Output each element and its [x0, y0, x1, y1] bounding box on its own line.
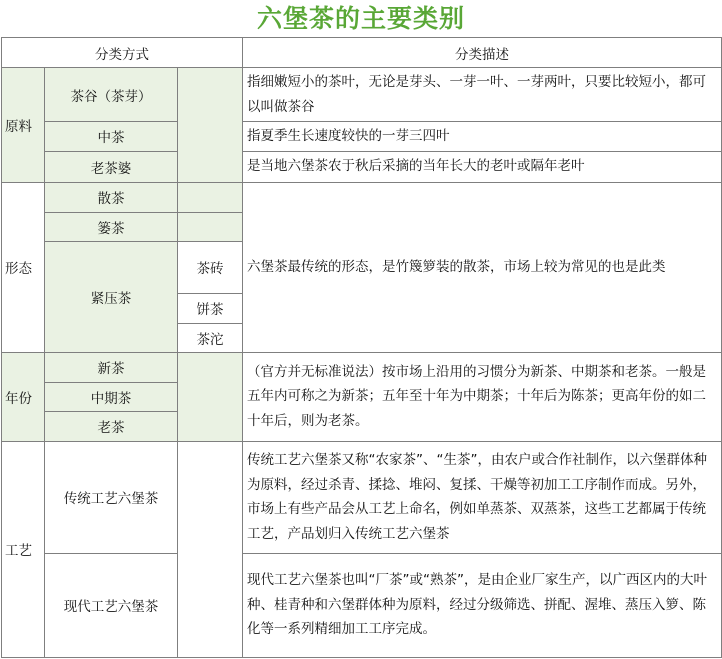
blank-cell — [178, 182, 243, 212]
desc-nianfen: （官方并无标准说法）按市场上沿用的习惯分为新茶、中期茶和老茶。一般是五年内可称之为新茶；五年至十年为中期茶；十年后为陈茶；更高年份的如二十年后，则为老茶。 — [243, 352, 722, 441]
item-chuantong: 传统工艺六堡茶 — [45, 441, 178, 553]
header-method: 分类方式 — [2, 38, 243, 68]
page-title: 六堡茶的主要类别 — [256, 4, 465, 33]
item-sancha: 散茶 — [45, 182, 178, 212]
desc-xiandai: 现代工艺六堡茶也叫“厂茶”或“熟茶”，是由企业厂家生产，以广西区内的大叶种、桂青种和六堡群体种为原料，经过分级筛选、拼配、渥堆、蒸压入箩、陈化等一系列精细加工工序完成。 — [243, 553, 722, 657]
item-chagu: 茶谷（茶芽） — [45, 68, 178, 122]
blank-cell — [178, 68, 243, 183]
item-zhongcha: 中茶 — [45, 122, 178, 152]
item-xiandai: 现代工艺六堡茶 — [45, 553, 178, 657]
header-desc: 分类描述 — [243, 38, 722, 68]
item-xincha: 新茶 — [45, 352, 178, 382]
desc-chuantong: 传统工艺六堡茶又称“农家茶”、“生茶”，由农户或合作社制作，以六堡群体种为原料，经过杀青、揉捻、堆闷、复揉、干燥等初加工工序制作而成。另外，市场上有些产品会从工艺上命名，例如单蒸茶、双蒸茶，这些工艺都属于传统工艺，产品划归入传统工艺六堡茶 — [243, 441, 722, 553]
item-zhongqicha: 中期茶 — [45, 382, 178, 411]
category-gongyi: 工艺 — [2, 441, 45, 657]
item-loucha: 篓茶 — [45, 212, 178, 241]
sub-chazhuan: 茶砖 — [178, 241, 243, 293]
sub-bingcha: 饼茶 — [178, 293, 243, 323]
blank-cell — [178, 352, 243, 441]
tea-category-table — [1, 37, 722, 658]
blank-cell — [178, 441, 243, 657]
item-laochapo: 老茶婆 — [45, 151, 178, 182]
category-yuanliao: 原料 — [2, 68, 45, 183]
sub-chatuo: 茶沱 — [178, 323, 243, 352]
blank-cell — [178, 212, 243, 241]
desc-zhongcha: 指夏季生长速度较快的一芽三四叶 — [243, 122, 722, 152]
desc-xingtai: 六堡茶最传统的形态，是竹篾箩装的散茶，市场上较为常见的也是此类 — [243, 182, 722, 352]
category-nianfen: 年份 — [2, 352, 45, 441]
item-laocha: 老茶 — [45, 411, 178, 441]
desc-chagu: 指细嫩短小的茶叶，无论是芽头、一芽一叶、一芽两叶，只要比较短小，都可以叫做茶谷 — [243, 68, 722, 122]
category-xingtai: 形态 — [2, 182, 45, 352]
item-jinyacha: 紧压茶 — [45, 241, 178, 352]
desc-laochapo: 是当地六堡茶农于秋后采摘的当年长大的老叶或隔年老叶 — [243, 151, 722, 182]
